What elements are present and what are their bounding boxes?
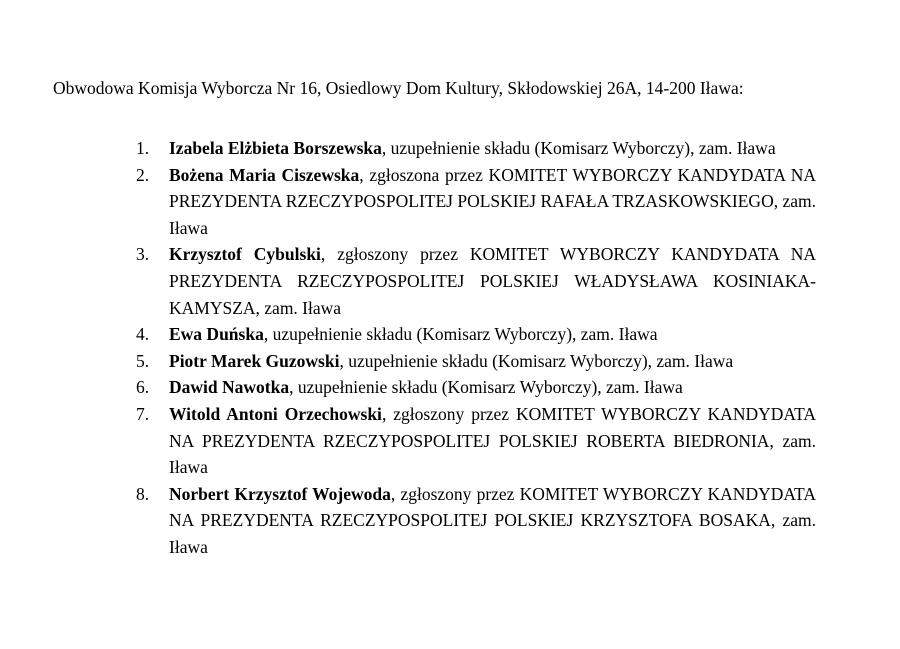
member-name: Dawid Nawotka xyxy=(169,377,290,398)
member-name: Ewa Duńska xyxy=(169,324,264,345)
commission-heading: Obwodowa Komisja Wyborcza Nr 16, Osiedlowy Dom Kultury, Skłodowskiej 26A, 14-200 Iława: xyxy=(53,78,744,98)
list-item xyxy=(0,348,816,375)
item-number: 5. xyxy=(136,350,150,371)
member-details: , uzupełnienie składu (Komisarz Wyborczy), zam. Iława xyxy=(339,350,734,371)
member-details: , uzupełnienie składu (Komisarz Wyborczy), zam. Iława xyxy=(381,138,776,158)
item-number: 6. xyxy=(136,377,150,398)
member-list xyxy=(0,135,900,561)
item-number: 7. xyxy=(136,403,150,424)
member-details: , zgłoszony przez KOMITET WYBORCZY KANDYDATA NA PREZYDENTA RZECZYPOSPOLITEJ POLSKIEJ WŁADYSŁAWA KOSINIAKA-KAMYSZA, zam. Iława xyxy=(169,244,816,318)
list-item xyxy=(0,481,816,561)
member-name: Witold Antoni Orzechowski xyxy=(169,403,382,424)
member-details: , zgłoszony przez KOMITET WYBORCZY KANDYDATA NA PREZYDENTA RZECZYPOSPOLITEJ POLSKIEJ ROBERTA BIEDRONIA, zam. Iława xyxy=(169,403,816,478)
item-number: 3. xyxy=(136,244,150,265)
item-number: 2. xyxy=(136,164,150,185)
list-item xyxy=(0,321,816,348)
list-item xyxy=(0,241,816,321)
item-number: 1. xyxy=(136,138,150,158)
member-name: Krzysztof Cybulski xyxy=(169,244,321,265)
list-item xyxy=(0,401,816,481)
member-details: , uzupełnienie składu (Komisarz Wyborczy), zam. Iława xyxy=(263,324,658,345)
member-details: , zgłoszona przez KOMITET WYBORCZY KANDYDATA NA PREZYDENTA RZECZYPOSPOLITEJ POLSKIEJ RAFAŁA TRZASKOWSKIEGO, zam. Iława xyxy=(169,164,816,238)
member-name: Bożena Maria Ciszewska xyxy=(169,164,360,185)
member-details: , zgłoszony przez KOMITET WYBORCZY KANDYDATA NA PREZYDENTA RZECZYPOSPOLITEJ POLSKIEJ KRZYSZTOFA BOSAKA, zam. Iława xyxy=(169,483,816,557)
item-number: 8. xyxy=(136,483,150,504)
member-name: Norbert Krzysztof Wojewoda xyxy=(169,483,391,504)
item-number: 4. xyxy=(136,324,150,345)
list-item xyxy=(0,135,816,162)
member-details: , uzupełnienie składu (Komisarz Wyborczy), zam. Iława xyxy=(289,377,683,398)
list-item xyxy=(0,162,816,242)
list-item xyxy=(0,374,816,401)
member-name: Izabela Elżbieta Borszewska xyxy=(169,138,382,158)
member-name: Piotr Marek Guzowski xyxy=(169,350,340,371)
